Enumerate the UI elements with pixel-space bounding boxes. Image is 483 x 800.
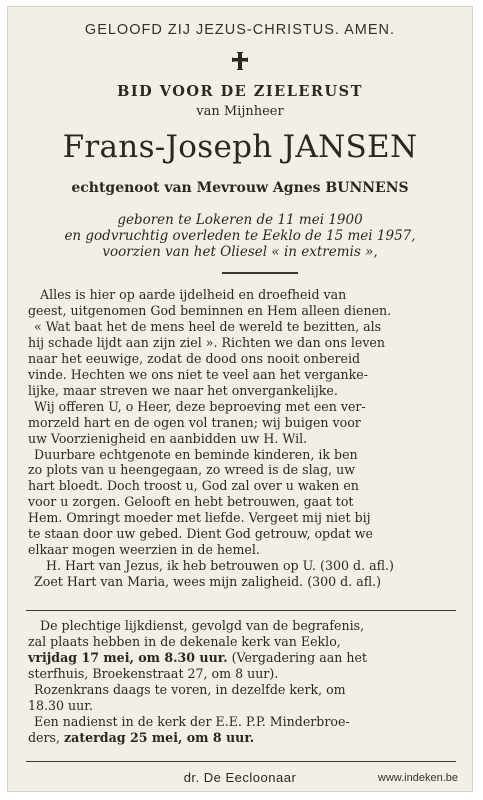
body-line: Duurbare echtgenote en beminde kinderen, ik ben xyxy=(34,446,358,462)
faith-header: GELOOFD ZIJ JEZUS-CHRISTUS. AMEN. xyxy=(84,22,396,38)
funeral-line xyxy=(28,650,454,666)
funeral-line: De plechtige lijkdienst, gevolgd van de begrafenis, xyxy=(40,618,365,633)
divider-top xyxy=(26,610,456,611)
deceased-name: Frans-Joseph JANSEN xyxy=(62,129,418,165)
divider-bottom xyxy=(26,761,456,762)
body-line: elkaar mogen weerzien in de hemel. xyxy=(28,542,260,558)
body-line: Hem. Omringt moeder met liefde. Vergeet mij niet bij xyxy=(28,510,371,526)
indulgence-line: Zoet Hart van Maria, wees mijn zaligheid. (300 d. afl.) xyxy=(34,574,382,590)
funeral-gathering: (Vergadering aan het xyxy=(227,649,367,665)
rosary-time: 18.30 uur. xyxy=(28,697,93,713)
spouse-line: echtgenoot van Mevrouw Agnes BUNNENS xyxy=(71,180,409,196)
funeral-line: sterfhuis, Broekenstraat 27, om 8 uur). xyxy=(28,665,279,681)
rosary-line: Rozenkrans daags te voren, in dezelfde kerk, om xyxy=(34,681,346,697)
printer-credit: dr. De Eecloonaar xyxy=(183,770,297,785)
body-line: naar het eeuwige, zodat de dood ons nooit onbereid xyxy=(28,350,361,366)
birth-line: geboren te Lokeren de 11 mei 1900 xyxy=(117,212,363,228)
body-line: hart bloedt. Doch troost u, God zal over u waken en xyxy=(28,478,359,494)
prayer-heading: BID VOOR DE ZIELERUST xyxy=(117,83,363,100)
funeral-line: zal plaats hebben in de dekenale kerk van Eeklo, xyxy=(28,633,341,649)
body-line: geest, uitgenomen God beminnen en Hem alleen dienen. xyxy=(28,302,392,318)
divider-short xyxy=(222,272,298,274)
watermark: www.indeken.be xyxy=(377,772,458,784)
memorial-date: zaterdag 25 mei, om 8 uur. xyxy=(64,729,255,745)
memorial-prefix: ders, xyxy=(28,729,65,745)
body-line: te staan door uw gebed. Dient God getrouw, opdat we xyxy=(28,526,373,542)
funeral-text xyxy=(28,618,454,746)
body-line: Alles is hier op aarde ijdelheid en droefheid van xyxy=(40,287,347,302)
memorial-service-line: Een nadienst in de kerk der E.E. P.P. Minderbroe- xyxy=(34,713,350,729)
funeral-date: vrijdag 17 mei, om 8.30 uur. xyxy=(28,649,228,665)
body-line: morzeld hart en de ogen vol tranen; wij buigen voor xyxy=(28,414,361,430)
death-line: en godvruchtig overleden te Eeklo de 15 mei 1957, xyxy=(64,228,416,244)
memorial-service-line xyxy=(28,730,454,746)
indulgence-line: H. Hart van Jezus, ik heb betrouwen op U. (300 d. afl.) xyxy=(46,558,394,574)
body-text xyxy=(28,287,454,590)
body-line: vinde. Hechten we ons niet te veel aan het verganke- xyxy=(28,366,368,382)
body-line: lijke, maar streven we naar het onvergankelijke. xyxy=(28,382,338,398)
honorific: van Mijnheer xyxy=(196,104,284,119)
sacrament-line: voorzien van het Oliesel « in extremis », xyxy=(102,244,378,260)
body-line: zo plots van u heengegaan, zo wreed is de slag, uw xyxy=(28,462,356,478)
cross-icon xyxy=(231,52,249,70)
body-line: voor u zorgen. Gelooft en hebt betrouwen, gaat tot xyxy=(28,494,354,510)
body-line: uw Voorzienigheid en aanbidden uw H. Wil. xyxy=(28,430,308,446)
body-line: Wij offeren U, o Heer, deze beproeving met een ver- xyxy=(34,398,366,414)
body-line: « Wat baat het de mens heel de wereld te bezitten, als xyxy=(34,318,382,334)
memorial-card xyxy=(7,6,473,792)
body-line: hij schade lijdt aan zijn ziel ». Richten we dan ons leven xyxy=(28,334,385,350)
